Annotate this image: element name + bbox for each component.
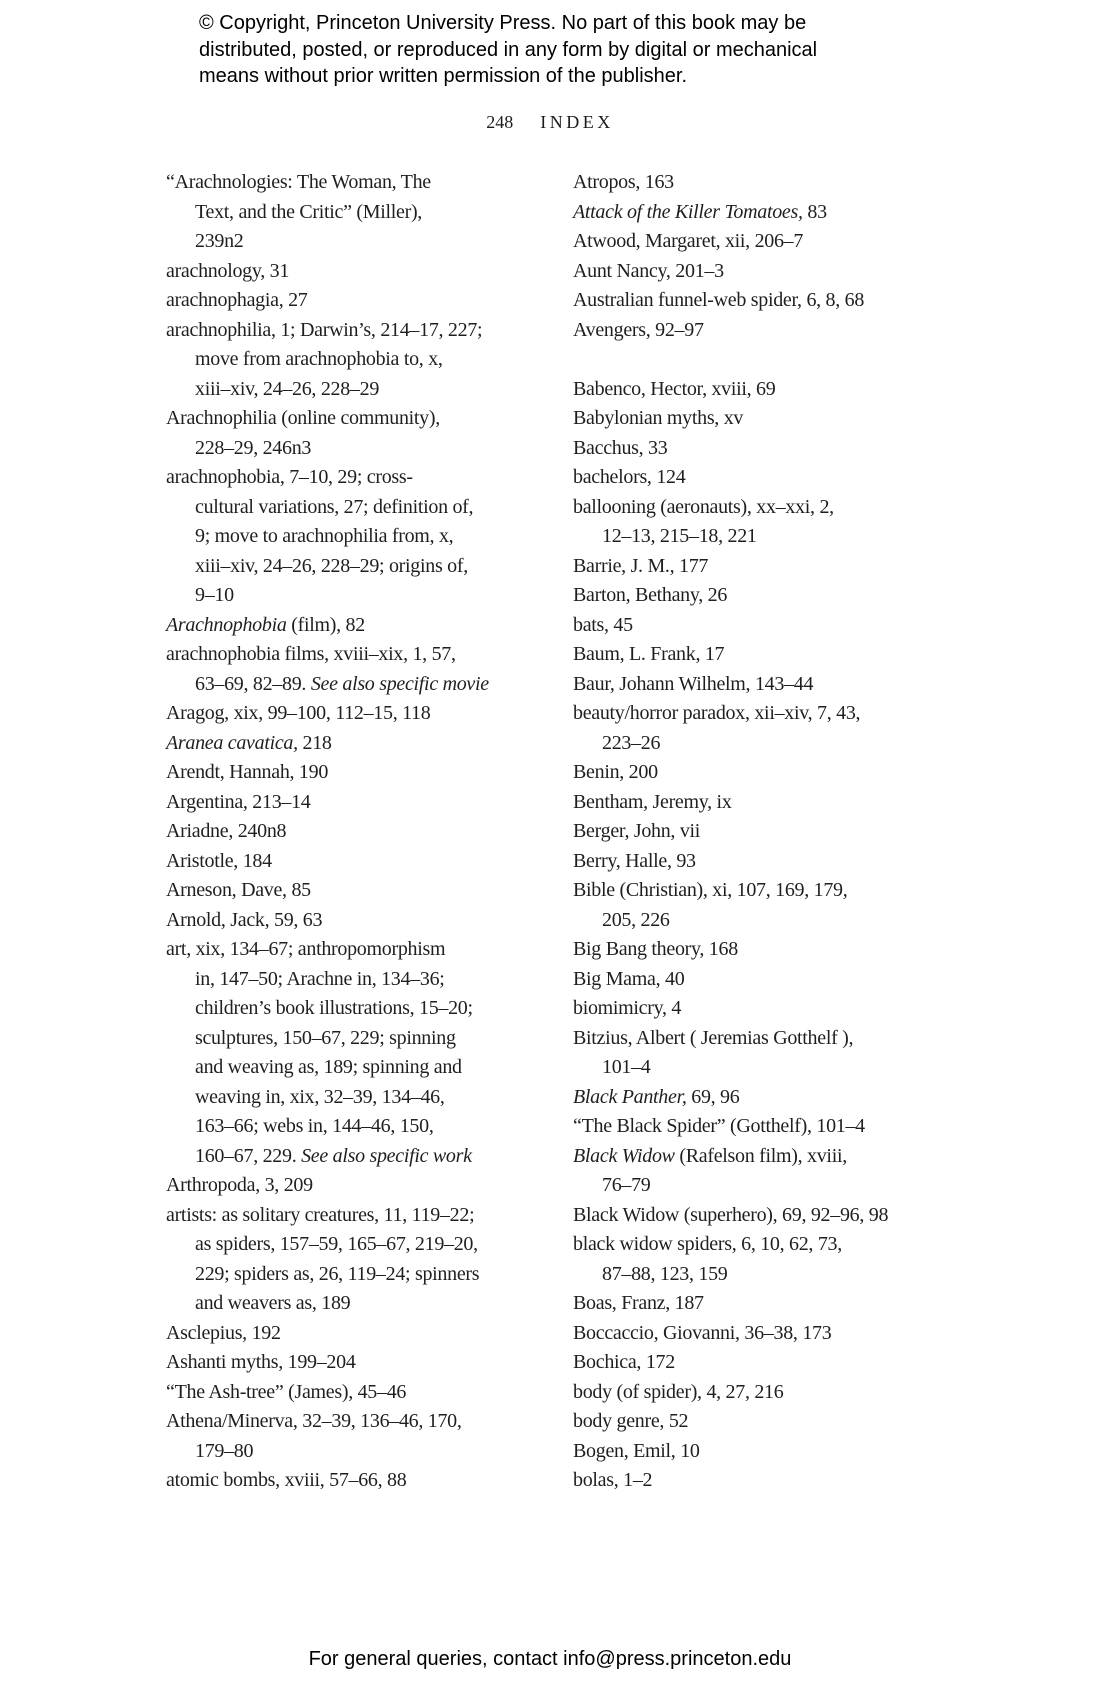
index-line-text: arachnophobia, 7–10, 29; cross- [166,466,413,488]
index-line-text: Avengers, 92–97 [573,318,704,341]
index-line-text: Asclepius, 192 [166,1321,281,1344]
index-line-text: Atwood, Margaret, xii, 206–7 [573,230,804,252]
index-line-text: 223–26 [602,731,661,754]
index-line-text: 12–13, 215–18, 221 [602,525,757,547]
index-line [166,1466,556,1496]
index-line [166,935,556,965]
index-line-text: Arendt, Hannah, 190 [166,761,329,783]
index-line [573,1142,993,1172]
index-line-text: Arachnophilia (online community), [166,407,440,429]
index-line [166,729,556,759]
index-line-text: Aristotle, 184 [166,849,272,872]
index-line [166,581,556,611]
running-head [0,112,1100,133]
index-line-text: 205, 226 [602,908,670,931]
index-line-text: Benin, 200 [573,761,658,783]
index-line [166,1319,556,1349]
index-line-text: Arnold, Jack, 59, 63 [166,908,323,931]
index-line-text: children’s book illustrations, 15–20; [195,997,473,1019]
index-line [166,1024,556,1054]
index-line [573,729,993,759]
index-line [166,611,556,641]
footer-contact-text: For general queries, contact info@press.princeton.edu [308,1648,792,1670]
index-column-left [166,168,556,1496]
index-line-text: Berry, Halle, 93 [573,849,696,872]
index-line-text: bats, 45 [573,613,633,636]
copyright-notice [199,10,817,90]
index-line [573,286,993,316]
index-line [573,493,993,523]
copyright-line: means without prior written permission of the publisher. [199,65,688,87]
index-line-text: Argentina, 213–14 [166,790,311,813]
index-line [166,257,556,287]
index-line-text: 83 [802,200,827,223]
index-line [166,404,556,434]
index-line [573,1289,993,1319]
index-line-italic-text: See also specific movie [310,672,489,695]
index-line [573,1112,993,1142]
index-line-text: Baur, Johann Wilhelm, 143–44 [573,672,814,695]
index-line [166,1083,556,1113]
index-line [573,1024,993,1054]
index-line-text: sculptures, 150–67, 229; spinning [195,1026,456,1049]
index-line [573,817,993,847]
index-line [166,1260,556,1290]
index-line [166,1053,556,1083]
index-line-text: biomimicry, 4 [573,997,682,1019]
index-line [166,1437,556,1467]
index-line [166,1201,556,1231]
index-line-text: Babenco, Hector, xviii, 69 [573,377,776,400]
index-line [166,670,556,700]
index-line-text: arachnophagia, 27 [166,289,308,311]
index-line [166,375,556,405]
page-number: 248 [486,112,514,132]
copyright-line: © Copyright, Princeton University Press. No part of this book may be [199,12,807,34]
index-line [573,434,993,464]
index-line [166,847,556,877]
index-line-text: Bochica, 172 [573,1351,675,1373]
index-line-text: Babylonian myths, xv [573,407,744,429]
index-line-text: 69, 96 [686,1085,740,1108]
index-line [573,1230,993,1260]
index-line-text: Berger, John, vii [573,820,701,842]
index-line [573,375,993,405]
index-line [573,1437,993,1467]
index-line-italic-text: See also specific work [301,1144,472,1167]
index-line-text: Barton, Bethany, 26 [573,584,728,606]
index-line-text: arachnophilia, 1; Darwin’s, 214–17, 227; [166,318,483,341]
index-line [166,1142,556,1172]
index-line [166,640,556,670]
index-line-text: Australian funnel-web spider, 6, 8, 68 [573,289,865,311]
index-line [573,788,993,818]
index-line-text: (Rafelson film), xviii, [674,1144,847,1167]
index-line [166,168,556,198]
index-line [166,198,556,228]
index-line-italic-text: Black Panther, [573,1085,687,1108]
index-line-text: arachnophobia films, xviii–xix, 1, 57, [166,643,456,665]
index-line-text: Text, and the Critic” (Miller), [195,200,422,223]
page-footer [0,1648,1100,1671]
index-line-italic-text: Black Widow [573,1144,675,1167]
index-column-right [573,168,993,1496]
index-line [573,463,993,493]
index-line-text: 229; spiders as, 26, 119–24; spinners [195,1262,480,1285]
index-line-text: Bentham, Jeremy, ix [573,790,732,813]
index-line [166,758,556,788]
index-line [573,257,993,287]
index-line-text: Arthropoda, 3, 209 [166,1174,313,1196]
index-line [573,552,993,582]
index-line [573,404,993,434]
index-line-italic-text: Aranea cavatica, [166,731,298,754]
index-line [166,1378,556,1408]
index-line-text: 87–88, 123, 159 [602,1262,728,1285]
index-line [573,1053,993,1083]
index-line-text: xiii–xiv, 24–26, 228–29; origins of, [195,554,468,577]
index-line-text: 218 [297,731,332,754]
index-line-text: art, xix, 134–67; anthropomorphism [166,938,446,960]
index-line-text: (film), 82 [286,613,365,636]
index-line [573,876,993,906]
index-line-text: artists: as solitary creatures, 11, 119–22; [166,1203,475,1226]
index-line [573,1319,993,1349]
index-line [573,670,993,700]
index-line-text: Bogen, Emil, 10 [573,1439,700,1462]
index-line-text: 63–69, 82–89. [195,672,311,695]
index-line [166,876,556,906]
index-line-text: Aragog, xix, 99–100, 112–15, 118 [166,702,431,724]
index-line [166,316,556,346]
index-line [573,1378,993,1408]
index-line [573,640,993,670]
index-line [573,906,993,936]
index-line-text: 228–29, 246n3 [195,436,312,459]
index-line [573,847,993,877]
index-line-text: ballooning (aeronauts), xx–xxi, 2, [573,495,834,518]
index-line [573,935,993,965]
index-line [166,994,556,1024]
index-line [166,522,556,552]
index-line-text: 179–80 [195,1439,254,1462]
index-line [166,493,556,523]
index-line [166,817,556,847]
index-line-text: Aunt Nancy, 201–3 [573,259,724,282]
copyright-line: distributed, posted, or reproduced in any form by digital or mechanical [199,38,818,61]
index-line-text: 101–4 [602,1056,651,1078]
index-line [573,699,993,729]
index-line-text: Bacchus, 33 [573,436,668,459]
index-line [166,965,556,995]
index-line-text: body (of spider), 4, 27, 216 [573,1380,784,1403]
index-line-text: 160–67, 229. [195,1144,302,1167]
index-line [573,1348,993,1378]
index-line-text: Boas, Franz, 187 [573,1292,704,1314]
index-line-text: Big Mama, 40 [573,967,685,990]
index-line-text: body genre, 52 [573,1410,689,1432]
index-line-text: Atropos, 163 [573,171,674,193]
index-line-text: cultural variations, 27; definition of, [195,495,474,518]
index-line-text: “The Black Spider” (Gotthelf), 101–4 [573,1115,865,1137]
index-line-text: “The Ash-tree” (James), 45–46 [166,1380,407,1403]
index-line [166,906,556,936]
index-line [166,1348,556,1378]
index-line [573,1083,993,1113]
index-line [166,345,556,375]
index-line [166,552,556,582]
index-line [573,198,993,228]
index-line [573,227,993,257]
index-line [573,1466,993,1496]
index-line-text: 76–79 [602,1174,651,1196]
index-line [166,1407,556,1437]
index-line-text: bachelors, 124 [573,466,686,488]
index-line [166,434,556,464]
index-line [573,168,993,198]
index-line [573,758,993,788]
index-line [573,1260,993,1290]
index-blank-line [573,345,993,375]
index-line [166,227,556,257]
index-line-text: 9; move to arachnophilia from, x, [195,525,454,547]
index-line [573,611,993,641]
index-line [573,316,993,346]
index-line-text: black widow spiders, 6, 10, 62, 73, [573,1233,842,1255]
index-line [573,965,993,995]
index-line-text: Black Widow (superhero), 69, 92–96, 98 [573,1203,889,1226]
index-line-text: “Arachnologies: The Woman, The [166,171,431,193]
index-line [166,463,556,493]
index-line [573,522,993,552]
index-line [166,1289,556,1319]
index-line-italic-text: Attack of the Killer Tomatoes, [573,200,803,223]
index-line-text: Athena/Minerva, 32–39, 136–46, 170, [166,1410,462,1432]
index-title: INDEX [540,112,614,132]
index-line [166,1171,556,1201]
index-line-text: arachnology, 31 [166,259,290,282]
index-line [166,1112,556,1142]
index-line-text: Big Bang theory, 168 [573,938,738,960]
index-line-text: Ariadne, 240n8 [166,820,287,842]
index-line-text: weaving in, xix, 32–39, 134–46, [195,1085,445,1108]
index-line-text: xiii–xiv, 24–26, 228–29 [195,377,380,400]
index-line-text: and weavers as, 189 [195,1292,351,1314]
index-line-text: Bible (Christian), xi, 107, 169, 179, [573,879,848,901]
index-line-text: Ashanti myths, 199–204 [166,1351,356,1373]
index-line-text: move from arachnophobia to, x, [195,348,443,370]
index-line [573,1201,993,1231]
index-line [166,699,556,729]
index-line [166,286,556,316]
index-line-text: 239n2 [195,230,244,252]
index-line-text: as spiders, 157–59, 165–67, 219–20, [195,1233,478,1255]
index-line-italic-text: Arachnophobia [166,613,287,636]
index-line-text: Boccaccio, Giovanni, 36–38, 173 [573,1321,832,1344]
index-line-text: 9–10 [195,584,234,606]
index-line [573,581,993,611]
index-line-text: and weaving as, 189; spinning and [195,1056,462,1078]
index-line-text: beauty/horror paradox, xii–xiv, 7, 43, [573,702,861,724]
index-line-text: Bitzius, Albert ( Jeremias Gotthelf ), [573,1026,854,1049]
index-line [573,994,993,1024]
index-line [573,1407,993,1437]
index-line-text: Barrie, J. M., 177 [573,554,709,577]
index-line [573,1171,993,1201]
index-line [166,788,556,818]
index-line-text: bolas, 1–2 [573,1469,653,1491]
index-line-text: Arneson, Dave, 85 [166,879,311,901]
index-line-text: in, 147–50; Arachne in, 134–36; [195,967,445,990]
index-line [166,1230,556,1260]
index-line-text: 163–66; webs in, 144–46, 150, [195,1115,434,1137]
index-line-text: Baum, L. Frank, 17 [573,643,725,665]
index-line-text: atomic bombs, xviii, 57–66, 88 [166,1469,407,1491]
